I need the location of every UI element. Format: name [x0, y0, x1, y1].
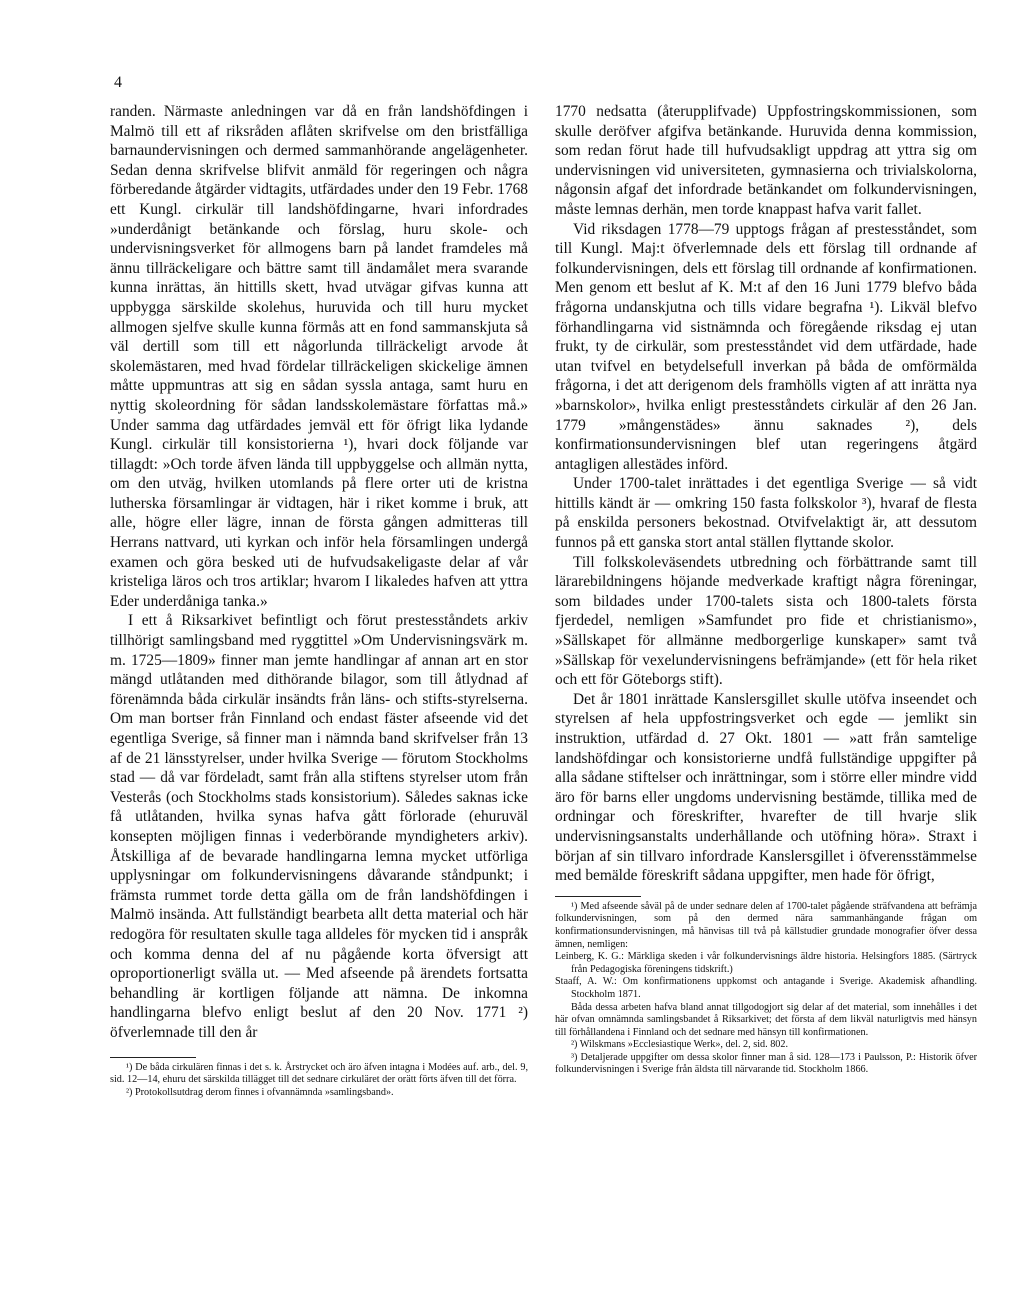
right-column: [555, 102, 977, 1077]
footnote-reference: Staaff, A. W.: Om konfirmationens uppkomst och antagande i Sverige. Akademisk afhandling. Stockholm 1871.: [555, 976, 977, 1000]
footnote: ²) Protokollsutdrag derom finnes i ofvannämnda »samlingsband».: [126, 1086, 394, 1098]
footnote: Båda dessa arbeten hafva bland annat tillgodogjort sig delar af det material, som innehålles i det här ofvan omnämnda samlingsbandet å Riksarkivet; det första af dem likväl naturligtvis med hänsyn till förhållandena i Finnland och det sednare med hänsyn till konfirmationen.: [555, 1001, 977, 1038]
footnote: ¹) De båda cirkulären finnas i det s. k. Årstrycket och äro äfven intagna i Modées auf. arb., del. 9, sid. 12—14, ehuru det särskilda tillägget till det sednare cirkuläret der orätt förts äfven till det förra.: [110, 1061, 528, 1086]
paragraph: Till folkskoleväsendets utbredning och förbättrande samt till lärarebildningens höjande medverkade kraftigt några föreningar, som bildades under 1700-talets sista och 1800-talets första fjerdedel, nemligen »Samfundet pro fide et christianismo», »Sällskapet för allmänne medborgerlige kunskaper» samt två »Sällskap för vexelundervisningens befrämjande» (ett för hela riket och ett för Göteborgs stift).: [555, 553, 977, 689]
paragraph: randen. Närmaste anledningen var då en från landshöfdingen i Malmö till ett af riksråden aflåten skrifvelse om den bristfälliga barnaundervisningen och dermed sammanhörande angelägenheter. Sedan denna skrifvelse blifvit anmäld för regeringen och några förberedande åtgärder vidtagits, utfärdades under den 19 Febr. 1768 ett Kungl. cirkulär till landshöfdingarne, hvari infordrades »underdånigt betänkande och förslag, huru skole- och undervisningsverket för allmogens barn på landet framdeles må ännu tillräckeligare och bättre samt till ändamålet mera svarande kunna inrättas, än hittills skett, hvad utvägar gifvas kunna att uppbygga särskilde skolehus, huruvida och till huru mycket allmogen sjelfve skulle kunna förmås att en fond sammanskjuta så väl dertill som till ett någorlunda tillräckeligt arvode åt skolemästaren, med hvad fördelar tillräckeligen skickelige ämnen måtte uppmuntras att sig en sådan syssla antaga, samt huru en nyttig skoleordning för sådan landsskolemästare författas må.» Under samma dag utfärdades jemväl ett för öfrigt lika lydande Kungl. cirkulär till konsistorierna ¹), hvari dock följande var tillagdt: »Och torde äfven lända till uppbyggelse och allmän nytta, om den utväg, hvilken utomlands på flere orter uti de kristna lutherska församlingar är vidtagen, här i riket komme i bruk, att alle, högre eller lägre, innan de första gången admitteras till Herrans nattvard, uti kyrkan och inför hela församlingen undergå examen och göra besked uti de hufvudsakeligaste delar af vår kristeliga läros och tros artiklar; hvarom I likaledes hafven att yttra Eder underdåniga tanka.»: [110, 103, 528, 610]
paragraph: Det år 1801 inrättade Kanslersgillet skulle utöfva inseendet och styrelsen af hela uppfostringsverket och egde — jemlikt sin instruktion, utfärdad d. 27 Okt. 1801 — »att från samtelige landshöfdingar och konsistorierne undfå fullständige uppgifter på alla sådane stiftelser och inrättningar, som i större eller mindre vidd äro för barns eller ungdoms undervisning bestämde, tillika med de ordningar och föreskrifter, hvarefter de till hvarje slik undervisningsanstalts underhållande och utöfning höra». Straxt i början af sin tillvaro infordrade Kanslersgillet i öfverensstämmelse med bemälde föreskrift sådana uppgifter, men hade för öfrigt,: [555, 690, 977, 885]
footnote: ³) Detaljerade uppgifter om dessa skolor finner man å sid. 128—173 i Paulsson, P.: Historik öfver folkundervisningen i Sverige från äldsta till närvarande tid. Stockholm 1866.: [555, 1051, 977, 1076]
footnote-reference: Leinberg, K. G.: Märkliga skeden i vår folkundervisnings äldre historia. Helsingfors 1885. (Särtryck från Pedagogiska föreningens tidskrift.): [555, 951, 977, 975]
footnote-divider: [555, 896, 641, 897]
paragraph: I ett å Riksarkivet befintligt och förut prestesståndets arkiv tillhörigt samlingsband med ryggtittel »Om Undervisningsvärk m. m. 1725—1809» finner man jemte handlingar af annan art en stor mängd utlåtanden med dithörande bilagor, som till åtlydnad af förenämnda båda cirkulär insändts från läns- och stifts-styrelserna. Om man bortser från Finnland och endast fäster afseende vid det egentliga Sverige, så finner man i nämnda band skrifvelser från 13 af de 21 länsstyrelser, under hvilka Sverige — förutom Stockholms stad — då var fördeladt, samt från alla stiftens styrelser utom från Vesterås (och Stockholms stads konsistorium). Således saknas icke få utlåtanden, hvilka synas hafva gått förlorade (ehuruväl konsepten möjligen finnas i vederbörande myndigheters arkiv). Åtskilliga af de bevarade handlingarna lemna mycket utförliga upplysningar om folkundervisningens dåvarande ståndpunkt; i främsta rummet torde detta gälla om de från landshöfdingen i Malmö insända. Att fullständigt bearbeta allt detta material och här redogöra för resultaten skulle taga alldeles för mycken tid i anspråk och komma denna del af nu pågående korta öfversigt att oproportionerligt svälla ut. — Med afseende på ärendets fortsatta behandling är kortligen följande att nämna. De inkomna handlingarna blefvo enligt beslut af den 20 Nov. 1771 ²) öfverlemnade till den år: [110, 612, 528, 1041]
footnote: ²) Wilskmans »Ecclesiastique Werk», del. 2, sid. 802.: [571, 1039, 789, 1051]
paragraph: 1770 nedsatta (återupplifvade) Uppfostringskommissionen, som skulle deröfver afgifva betänkande. Huruvida denna kommission, som redan förut hade till hufvudsakligt uppdrag att yttra sig om undervisningen vid universiteten, gymnasierna och trivialskolorna, någonsin afgaf det infordrade betänkandet om folkundervisningen, måste lemnas derhän, men torde knappast hafva varit fallet.: [555, 103, 977, 218]
page-number: 4: [114, 74, 122, 91]
footnote: ¹) Med afseende såväl på de under sednare delen af 1700-talet pågående sträfvandena att befrämja folkundervisningen, som på den dermed nära sammanhängande frågan om konfirmationsundervisningen, må hänvisas till två på källstudier grundade monografier öfver dessa ämnen, nemligen:: [555, 900, 977, 950]
footnotes: [110, 1062, 528, 1100]
footnotes: [555, 901, 977, 1077]
footnote-divider: [110, 1057, 196, 1058]
left-column: [110, 102, 528, 1099]
paragraph: Vid riksdagen 1778—79 upptogs frågan af prestesståndet, som till Kungl. Maj:t öfverlemnade dels ett förslag till ordnande af folkundervisningen, dels ett förslag till ordnande af konfirmationen. Men genom ett beslut af K. M:t af den 16 Juni 1779 blefvo båda frågorna undanskjutna och tills vidare begrafna ¹). Likväl blefvo förhandlingarna vid sistnämnda och föregående riksdag ej utan frukt, ty de cirkulär, som prestesståndet vid dem utfärdade, hade utan tvifvel en betydelsefull inverkan på båda de omförmälda frågorna, i det att derigenom dels framhölls vigten af att inrätta nya »barnskolor», hvilka enligt prestesståndets cirkulär af den 26 Jan. 1779 »mångenstädes» ännu saknades ²), dels konfirmationsundervisningen blef utan regeringens åtgärd antagligen allestädes införd.: [555, 220, 977, 473]
paragraph: Under 1700-talet inrättades i det egentliga Sverige — så vidt hittills kändt är — omkring 150 fasta folkskolor ³), hvaraf de flesta på enskilda personers bekostnad. Otvifvelaktigt är, att dessutom funnos på ett ganska stort antal ställen flyttande skolor.: [555, 475, 977, 552]
